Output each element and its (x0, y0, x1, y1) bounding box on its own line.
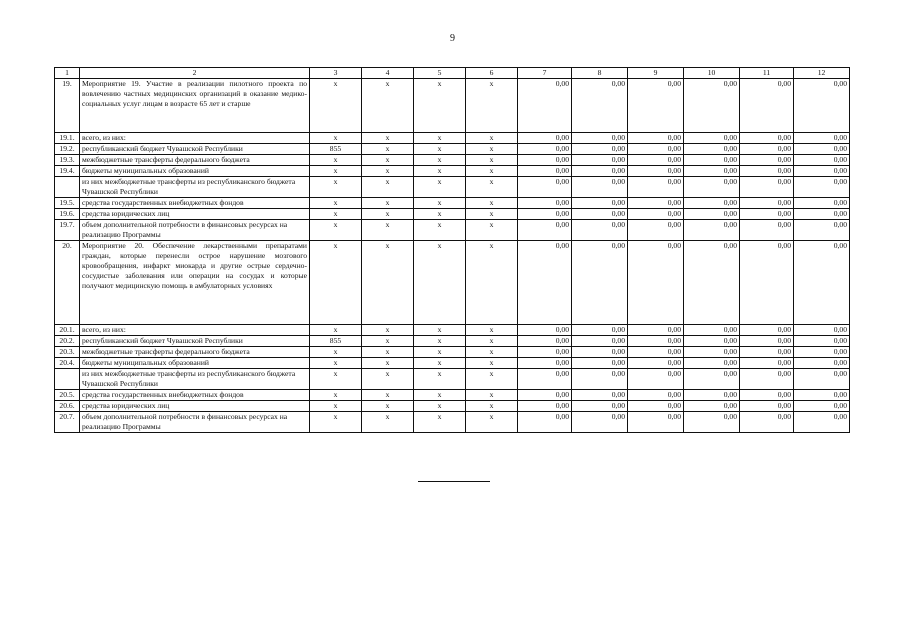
table-row (55, 220, 850, 241)
code-cell: x (362, 209, 414, 220)
code-cell: 855 (310, 336, 362, 347)
value-cell: 0,00 (572, 79, 628, 133)
code-cell: x (310, 79, 362, 133)
value-cell: 0,00 (572, 325, 628, 336)
value-cell: 0,00 (628, 198, 684, 209)
code-cell: x (362, 144, 414, 155)
value-cell: 0,00 (794, 358, 850, 369)
row-number: 20.3. (55, 347, 80, 358)
value-cell: 0,00 (740, 347, 794, 358)
code-cell: x (414, 241, 466, 325)
code-cell: x (362, 155, 414, 166)
code-cell: x (362, 358, 414, 369)
row-number: 20.5. (55, 390, 80, 401)
row-description: объем дополнительной потребности в финансовых ресурсах на реализацию Программы (80, 220, 310, 241)
value-cell: 0,00 (518, 220, 572, 241)
value-cell: 0,00 (794, 155, 850, 166)
row-number: 19.5. (55, 198, 80, 209)
table-header-row (55, 68, 850, 79)
code-cell: x (310, 166, 362, 177)
value-cell: 0,00 (628, 144, 684, 155)
column-header: 3 (310, 68, 362, 79)
row-number: 20. (55, 241, 80, 325)
value-cell: 0,00 (684, 325, 740, 336)
code-cell: x (466, 133, 518, 144)
value-cell: 0,00 (684, 358, 740, 369)
value-cell: 0,00 (572, 369, 628, 390)
value-cell: 0,00 (684, 401, 740, 412)
row-number: 19.1. (55, 133, 80, 144)
value-cell: 0,00 (794, 166, 850, 177)
row-description: средства государственных внебюджетных фондов (80, 390, 310, 401)
code-cell: x (414, 177, 466, 198)
value-cell: 0,00 (572, 155, 628, 166)
value-cell: 0,00 (794, 144, 850, 155)
table-row (55, 209, 850, 220)
value-cell: 0,00 (794, 133, 850, 144)
code-cell: x (362, 198, 414, 209)
code-cell: x (310, 412, 362, 433)
value-cell: 0,00 (740, 369, 794, 390)
row-description: бюджеты муниципальных образований (80, 166, 310, 177)
value-cell: 0,00 (518, 133, 572, 144)
code-cell: x (414, 198, 466, 209)
table-row (55, 241, 850, 325)
row-number: 20.7. (55, 412, 80, 433)
value-cell: 0,00 (684, 79, 740, 133)
value-cell: 0,00 (628, 79, 684, 133)
value-cell: 0,00 (628, 336, 684, 347)
code-cell: x (362, 369, 414, 390)
code-cell: x (362, 177, 414, 198)
value-cell: 0,00 (740, 390, 794, 401)
value-cell: 0,00 (518, 412, 572, 433)
column-header: 4 (362, 68, 414, 79)
code-cell: x (414, 325, 466, 336)
value-cell: 0,00 (794, 241, 850, 325)
table-row (55, 198, 850, 209)
value-cell: 0,00 (572, 401, 628, 412)
value-cell: 0,00 (628, 390, 684, 401)
page-number: 9 (450, 33, 455, 44)
code-cell: x (414, 220, 466, 241)
value-cell: 0,00 (684, 412, 740, 433)
table-row (55, 325, 850, 336)
row-number: 20.1. (55, 325, 80, 336)
value-cell: 0,00 (572, 390, 628, 401)
value-cell: 0,00 (740, 209, 794, 220)
value-cell: 0,00 (740, 325, 794, 336)
row-number: 19.2. (55, 144, 80, 155)
code-cell: x (362, 336, 414, 347)
value-cell: 0,00 (740, 166, 794, 177)
value-cell: 0,00 (572, 177, 628, 198)
code-cell: x (414, 347, 466, 358)
table-row (55, 79, 850, 133)
value-cell: 0,00 (628, 155, 684, 166)
value-cell: 0,00 (628, 347, 684, 358)
column-header: 11 (740, 68, 794, 79)
column-header: 6 (466, 68, 518, 79)
value-cell: 0,00 (518, 209, 572, 220)
value-cell: 0,00 (740, 155, 794, 166)
value-cell: 0,00 (572, 220, 628, 241)
code-cell: x (362, 347, 414, 358)
column-header: 7 (518, 68, 572, 79)
row-number: 20.2. (55, 336, 80, 347)
code-cell: x (362, 133, 414, 144)
code-cell: x (466, 177, 518, 198)
value-cell: 0,00 (740, 79, 794, 133)
value-cell: 0,00 (794, 401, 850, 412)
code-cell: x (414, 209, 466, 220)
code-cell: x (414, 133, 466, 144)
row-number: 20.6. (55, 401, 80, 412)
row-description: из них межбюджетные трансферты из республиканского бюджета Чувашской Республики (80, 177, 310, 198)
code-cell: x (466, 347, 518, 358)
value-cell: 0,00 (794, 336, 850, 347)
value-cell: 0,00 (628, 220, 684, 241)
value-cell: 0,00 (628, 369, 684, 390)
code-cell: x (362, 325, 414, 336)
code-cell: x (466, 325, 518, 336)
value-cell: 0,00 (684, 336, 740, 347)
value-cell: 0,00 (572, 198, 628, 209)
row-number: 19.6. (55, 209, 80, 220)
code-cell: x (466, 336, 518, 347)
value-cell: 0,00 (740, 220, 794, 241)
code-cell: x (466, 390, 518, 401)
value-cell: 0,00 (684, 390, 740, 401)
value-cell: 0,00 (794, 347, 850, 358)
value-cell: 0,00 (518, 390, 572, 401)
column-header: 12 (794, 68, 850, 79)
row-description: республиканский бюджет Чувашской Республики (80, 144, 310, 155)
value-cell: 0,00 (794, 390, 850, 401)
row-number: 19.4. (55, 166, 80, 177)
row-description: всего, из них: (80, 325, 310, 336)
code-cell: x (310, 390, 362, 401)
row-description: Мероприятие 20. Обеспечение лекарственными препаратами граждан, которые перенесли острое нарушение мозгового кровообращения, инфаркт миокарда и другие острые сердечно-сосудистые заболевания или операции на сосудах и которые получают медицинскую помощь в амбулаторных условиях (80, 241, 310, 325)
row-description: средства юридических лиц (80, 401, 310, 412)
column-header: 5 (414, 68, 466, 79)
column-header: 9 (628, 68, 684, 79)
code-cell: x (414, 336, 466, 347)
code-cell: x (310, 347, 362, 358)
table-row (55, 369, 850, 390)
value-cell: 0,00 (684, 220, 740, 241)
code-cell: x (310, 325, 362, 336)
value-cell: 0,00 (740, 144, 794, 155)
code-cell: x (362, 401, 414, 412)
value-cell: 0,00 (794, 369, 850, 390)
value-cell: 0,00 (572, 133, 628, 144)
table-row (55, 390, 850, 401)
value-cell: 0,00 (684, 133, 740, 144)
value-cell: 0,00 (628, 358, 684, 369)
code-cell: x (466, 79, 518, 133)
code-cell: x (310, 198, 362, 209)
table-row (55, 133, 850, 144)
value-cell: 0,00 (740, 358, 794, 369)
code-cell: x (362, 166, 414, 177)
column-header: 10 (684, 68, 740, 79)
code-cell: x (362, 220, 414, 241)
value-cell: 0,00 (572, 347, 628, 358)
value-cell: 0,00 (518, 155, 572, 166)
code-cell: x (466, 220, 518, 241)
table-row (55, 166, 850, 177)
code-cell: x (362, 412, 414, 433)
table-row (55, 155, 850, 166)
value-cell: 0,00 (518, 347, 572, 358)
code-cell: x (466, 155, 518, 166)
code-cell: x (414, 79, 466, 133)
value-cell: 0,00 (740, 198, 794, 209)
code-cell: x (466, 358, 518, 369)
value-cell: 0,00 (518, 144, 572, 155)
column-header: 2 (80, 68, 310, 79)
row-number: 20.4. (55, 358, 80, 369)
row-description: всего, из них: (80, 133, 310, 144)
value-cell: 0,00 (684, 241, 740, 325)
code-cell: x (310, 401, 362, 412)
row-description: межбюджетные трансферты федерального бюджета (80, 347, 310, 358)
code-cell: x (466, 369, 518, 390)
value-cell: 0,00 (684, 144, 740, 155)
value-cell: 0,00 (740, 401, 794, 412)
value-cell: 0,00 (684, 166, 740, 177)
value-cell: 0,00 (740, 412, 794, 433)
code-cell: x (362, 79, 414, 133)
value-cell: 0,00 (518, 325, 572, 336)
code-cell: x (466, 209, 518, 220)
row-number: 19.3. (55, 155, 80, 166)
value-cell: 0,00 (518, 401, 572, 412)
value-cell: 0,00 (518, 369, 572, 390)
row-description: объем дополнительной потребности в финансовых ресурсах на реализацию Программы (80, 412, 310, 433)
value-cell: 0,00 (684, 177, 740, 198)
row-number (55, 369, 80, 390)
row-number: 19. (55, 79, 80, 133)
value-cell: 0,00 (572, 144, 628, 155)
table-row (55, 401, 850, 412)
value-cell: 0,00 (794, 209, 850, 220)
value-cell: 0,00 (518, 336, 572, 347)
value-cell: 0,00 (628, 401, 684, 412)
code-cell: x (414, 401, 466, 412)
row-description: Мероприятие 19. Участие в реализации пилотного проекта по вовлечению частных медицинских организаций в оказание медико-социальных услуг лицам в возрасте 65 лет и старше (80, 79, 310, 133)
table-row (55, 358, 850, 369)
value-cell: 0,00 (572, 209, 628, 220)
value-cell: 0,00 (572, 166, 628, 177)
code-cell: x (414, 155, 466, 166)
value-cell: 0,00 (684, 198, 740, 209)
row-number: 19.7. (55, 220, 80, 241)
code-cell: x (310, 209, 362, 220)
value-cell: 0,00 (518, 177, 572, 198)
code-cell: x (310, 220, 362, 241)
value-cell: 0,00 (628, 177, 684, 198)
value-cell: 0,00 (628, 133, 684, 144)
value-cell: 0,00 (518, 241, 572, 325)
code-cell: x (414, 412, 466, 433)
value-cell: 0,00 (628, 325, 684, 336)
value-cell: 0,00 (628, 241, 684, 325)
value-cell: 0,00 (518, 79, 572, 133)
value-cell: 0,00 (572, 241, 628, 325)
footer-divider (418, 481, 490, 482)
code-cell: x (414, 166, 466, 177)
value-cell: 0,00 (740, 241, 794, 325)
code-cell: x (414, 144, 466, 155)
code-cell: x (466, 166, 518, 177)
budget-table (54, 67, 850, 433)
code-cell: x (310, 369, 362, 390)
value-cell: 0,00 (794, 412, 850, 433)
code-cell: x (414, 369, 466, 390)
row-description: республиканский бюджет Чувашской Республики (80, 336, 310, 347)
column-header: 8 (572, 68, 628, 79)
value-cell: 0,00 (518, 198, 572, 209)
code-cell: 855 (310, 144, 362, 155)
table-row (55, 144, 850, 155)
code-cell: x (466, 144, 518, 155)
value-cell: 0,00 (794, 79, 850, 133)
value-cell: 0,00 (572, 336, 628, 347)
value-cell: 0,00 (684, 369, 740, 390)
row-description: бюджеты муниципальных образований (80, 358, 310, 369)
value-cell: 0,00 (794, 220, 850, 241)
value-cell: 0,00 (628, 166, 684, 177)
code-cell: x (414, 358, 466, 369)
code-cell: x (310, 177, 362, 198)
table-row (55, 412, 850, 433)
row-description: межбюджетные трансферты федерального бюджета (80, 155, 310, 166)
value-cell: 0,00 (628, 209, 684, 220)
value-cell: 0,00 (628, 412, 684, 433)
value-cell: 0,00 (740, 336, 794, 347)
value-cell: 0,00 (684, 155, 740, 166)
code-cell: x (466, 401, 518, 412)
value-cell: 0,00 (794, 177, 850, 198)
value-cell: 0,00 (740, 133, 794, 144)
row-description: средства юридических лиц (80, 209, 310, 220)
code-cell: x (310, 155, 362, 166)
code-cell: x (362, 390, 414, 401)
code-cell: x (466, 412, 518, 433)
value-cell: 0,00 (518, 166, 572, 177)
code-cell: x (414, 390, 466, 401)
code-cell: x (310, 133, 362, 144)
code-cell: x (310, 241, 362, 325)
table-row (55, 347, 850, 358)
column-header: 1 (55, 68, 80, 79)
value-cell: 0,00 (740, 177, 794, 198)
code-cell: x (362, 241, 414, 325)
row-description: из них межбюджетные трансферты из республиканского бюджета Чувашской Республики (80, 369, 310, 390)
code-cell: x (466, 198, 518, 209)
row-description: средства государственных внебюджетных фондов (80, 198, 310, 209)
value-cell: 0,00 (794, 198, 850, 209)
code-cell: x (310, 358, 362, 369)
value-cell: 0,00 (572, 412, 628, 433)
value-cell: 0,00 (684, 347, 740, 358)
value-cell: 0,00 (794, 325, 850, 336)
value-cell: 0,00 (518, 358, 572, 369)
table-row (55, 177, 850, 198)
table-row (55, 336, 850, 347)
value-cell: 0,00 (572, 358, 628, 369)
row-number (55, 177, 80, 198)
code-cell: x (466, 241, 518, 325)
value-cell: 0,00 (684, 209, 740, 220)
